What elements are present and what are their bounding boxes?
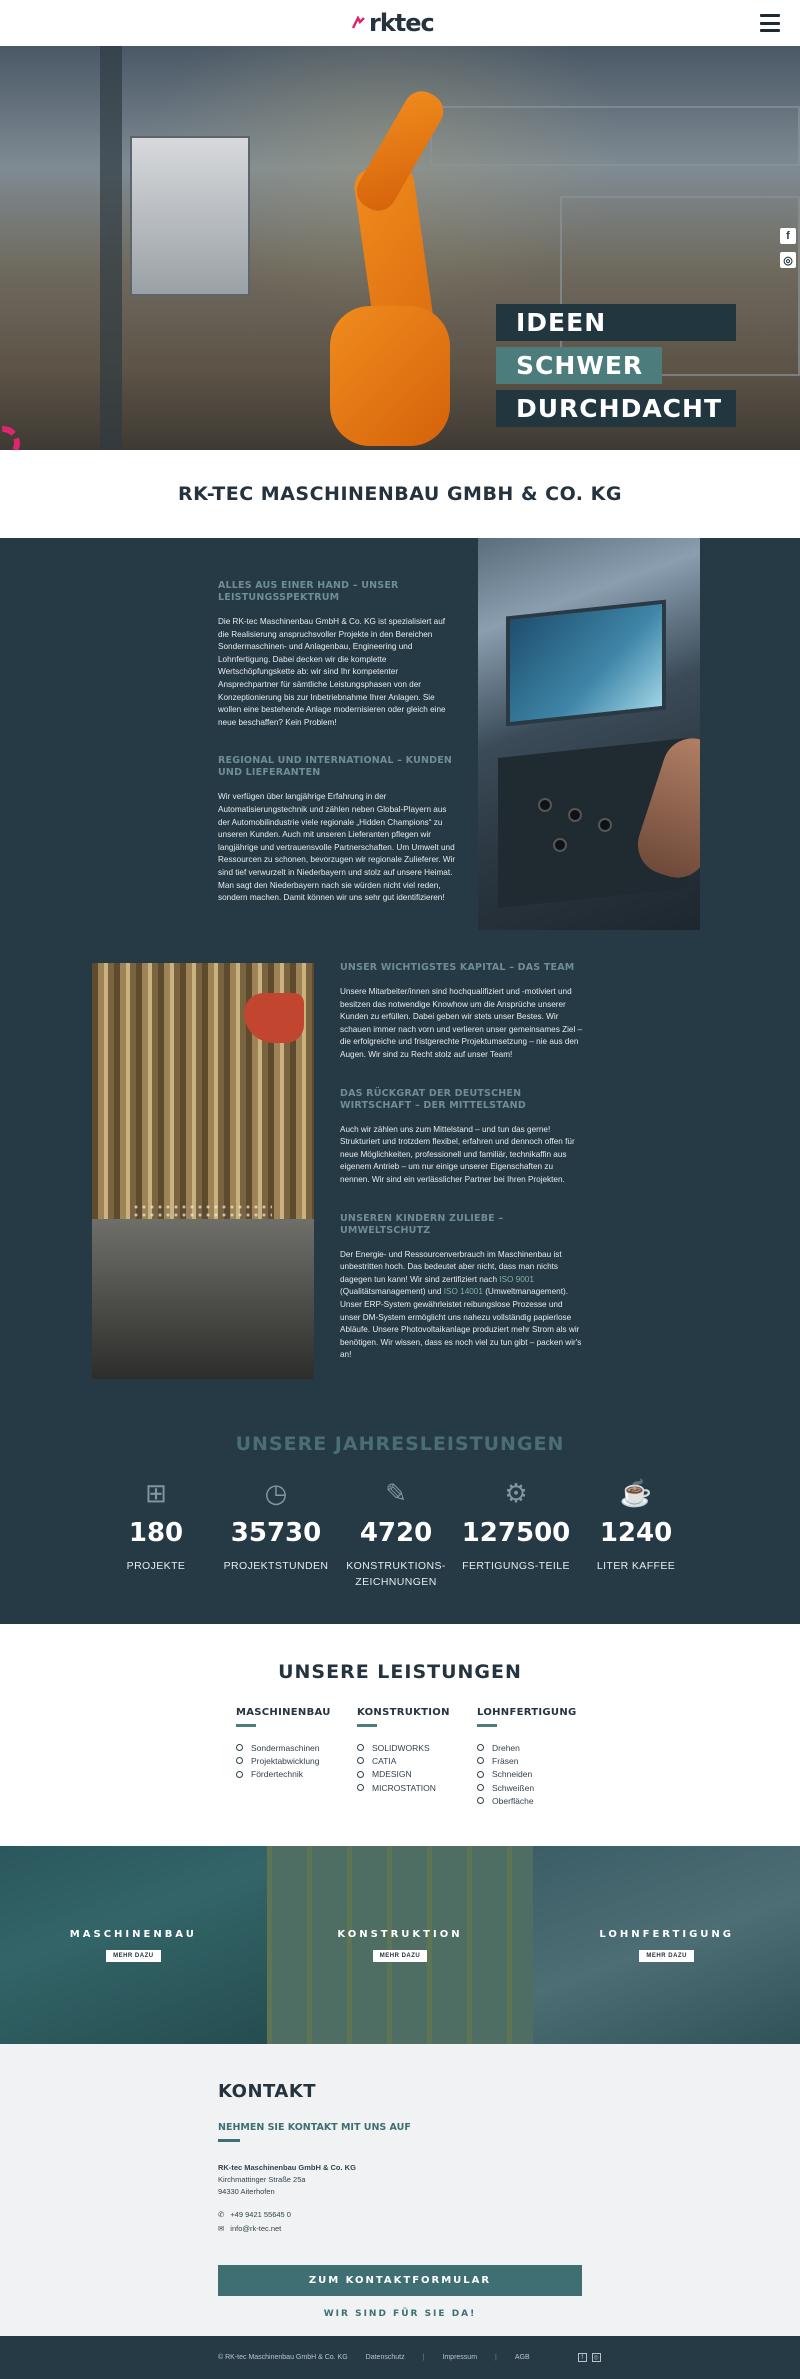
about-heading-environment: UNSEREN KINDERN ZULIEBE – UMWELTSCHUTZ bbox=[340, 1212, 504, 1236]
list-item: Projektabwicklung bbox=[236, 1754, 346, 1767]
service-heading: KONSTRUKTION bbox=[357, 1707, 450, 1718]
stat-value: 1240 bbox=[599, 1518, 673, 1548]
stat-drawings bbox=[336, 1478, 456, 1590]
company-title: RK-TEC MASCHINENBAU GMBH & CO. KG bbox=[178, 483, 622, 505]
company-title-section bbox=[0, 450, 800, 538]
more-button[interactable]: MEHR DAZU bbox=[373, 1950, 428, 1962]
service-heading: LOHNFERTIGUNG bbox=[477, 1707, 577, 1718]
about-text-spectrum: Die RK-tec Maschinenbau GmbH & Co. KG ist spezialisiert auf die Realisierung anspruchsvoller Projekte in den Bereichen Sondermaschinen- und Anlagenbau, Engineering und Lohnfertigung. Dabei decken wir die komplette Wertschöpfungskette ab: wir sind Ihr kompetenter Ansprechpartner für sämtliche Leistungsphasen von der Konzeptionierung bis zur Inbetriebnahme Ihrer Anlagen. Sie wollen eine bestehende Anlage modernisieren oder gleich eine neue beschaffen? Kein Problem! bbox=[218, 617, 446, 727]
email-address: info@rk-tec.net bbox=[230, 2224, 282, 2233]
sitemap-icon: ⊞ bbox=[145, 1477, 167, 1508]
hero-banner bbox=[0, 46, 800, 450]
stat-label: PROJEKTSTUNDEN bbox=[223, 1560, 329, 1572]
stat-label: LITER KAFFEE bbox=[596, 1560, 676, 1572]
instagram-icon[interactable]: ◎ bbox=[593, 2355, 599, 2361]
about-section bbox=[0, 538, 800, 1624]
logo[interactable] bbox=[352, 9, 434, 37]
slogan-line-1: IDEEN bbox=[496, 304, 736, 341]
services-section bbox=[0, 1624, 800, 1846]
phone-icon: ✆ bbox=[218, 2210, 225, 2219]
list-item: Drehen bbox=[477, 1741, 587, 1754]
about-heading-spectrum: ALLES AUS EINER HAND – UNSER LEISTUNGSSPEKTRUM bbox=[218, 580, 399, 603]
list-item: Fördertechnik bbox=[236, 1768, 346, 1781]
list-item: Oberfläche bbox=[477, 1794, 587, 1807]
contact-section bbox=[0, 2044, 800, 2336]
instagram-icon[interactable]: ◎ bbox=[780, 252, 796, 268]
social-links bbox=[780, 228, 796, 268]
stat-value: 180 bbox=[128, 1518, 184, 1548]
stat-label: FERTIGUNGS-TEILE bbox=[462, 1560, 570, 1572]
footer-link-agb[interactable]: AGB bbox=[514, 2354, 530, 2361]
list-item: Schneiden bbox=[477, 1768, 587, 1781]
gear-decoration-icon bbox=[0, 426, 20, 450]
list-item: MICROSTATION bbox=[357, 1781, 467, 1794]
address-city: 94330 Aiterhofen bbox=[218, 2187, 275, 2196]
tile-konstruktion[interactable] bbox=[267, 1846, 534, 2044]
service-heading: MASCHINENBAU bbox=[236, 1707, 331, 1718]
stats-title: UNSERE JAHRESLEISTUNGEN bbox=[235, 1433, 565, 1455]
about-block-1 bbox=[218, 580, 458, 931]
about-heading-team: UNSER WICHTIGSTES KAPITAL – DAS TEAM bbox=[340, 962, 575, 973]
footer-link-datenschutz[interactable]: Datenschutz bbox=[365, 2354, 405, 2361]
hamburger-menu-icon[interactable] bbox=[760, 14, 780, 32]
tile-title: LOHNFERTIGUNG bbox=[599, 1928, 734, 1940]
about-heading-customers: REGIONAL UND INTERNATIONAL – KUNDEN UND LIEFERANTEN bbox=[218, 755, 453, 779]
stat-label: KONSTRUKTIONS-ZEICHNUNGEN bbox=[346, 1560, 446, 1588]
email-line[interactable] bbox=[218, 2224, 281, 2233]
slogan-line-2: SCHWER bbox=[496, 347, 662, 384]
facebook-icon[interactable]: f bbox=[780, 228, 796, 244]
stat-hours bbox=[216, 1478, 336, 1590]
more-button[interactable]: MEHR DAZU bbox=[106, 1950, 161, 1962]
phone-number: +49 9421 55645 0 bbox=[230, 2210, 291, 2219]
footer: © RK-tec Maschinenbau GmbH & Co. KG Datenschutz | Impressum | AGB f ◎ bbox=[0, 2336, 800, 2379]
about-text-team: Unsere Mitarbeiter/innen sind hochqualifiziert und -motiviert und besitzen das notwendige Knowhow um die Ansprüche unserer Kunden zu erfüllen. Dabei geben wir stets unser Bestes. Wir schauen immer nach vorn und verlieren unser gemeinsames Ziel – die erfolgreiche und fristgerechte Projektumsetzung – nie aus den Augen. Wir sind zu Recht stolz auf unser Team! bbox=[340, 987, 583, 1059]
logo-text: rktec bbox=[369, 9, 434, 37]
about-block-2 bbox=[340, 962, 584, 1388]
metal-shavings-image bbox=[92, 963, 314, 1379]
tile-title: MASCHINENBAU bbox=[69, 1928, 197, 1940]
slogan-line-3: DURCHDACHT bbox=[496, 390, 736, 427]
stat-label: PROJEKTE bbox=[126, 1560, 186, 1572]
stat-value: 35730 bbox=[230, 1518, 322, 1548]
clock-icon: ◷ bbox=[264, 1477, 288, 1508]
tile-lohnfertigung[interactable] bbox=[533, 1846, 800, 2044]
logo-mark-icon bbox=[352, 16, 366, 30]
coffee-icon: ☕ bbox=[619, 1477, 653, 1508]
stat-projects bbox=[96, 1478, 216, 1590]
pencil-icon: ✎ bbox=[385, 1477, 407, 1508]
cnc-machine-image bbox=[478, 538, 700, 930]
footer-social bbox=[578, 2353, 601, 2362]
copyright: © RK-tec Maschinenbau GmbH & Co. KG bbox=[218, 2354, 348, 2361]
stat-parts bbox=[456, 1478, 576, 1590]
service-column-lohnfertigung bbox=[477, 1707, 587, 1807]
phone-line[interactable] bbox=[218, 2210, 291, 2219]
stat-coffee bbox=[576, 1478, 696, 1590]
list-item: CATIA bbox=[357, 1754, 467, 1767]
top-header bbox=[0, 0, 800, 46]
stat-value: 4720 bbox=[359, 1518, 433, 1548]
address bbox=[218, 2162, 356, 2198]
address-street: Kirchmattinger Straße 25a bbox=[218, 2175, 306, 2184]
more-button[interactable]: MEHR DAZU bbox=[639, 1950, 694, 1962]
address-company: RK-tec Maschinenbau GmbH & Co. KG bbox=[218, 2163, 356, 2172]
about-text-mittelstand: Auch wir zählen uns zum Mittelstand – und tun das gerne! Strukturiert und trotzdem flexibel, erfahren und dennoch offen für neue Möglichkeiten, professionell und familiär, technikaffin aus eigenem Antrieb – um nur einige unserer Eigenschaften zu nennen. Wir sind ein verlässlicher Partner bei Ihren Projekten. bbox=[340, 1124, 575, 1184]
facebook-icon[interactable]: f bbox=[578, 2353, 587, 2362]
service-column-maschinenbau bbox=[236, 1707, 346, 1781]
list-item: SOLIDWORKS bbox=[357, 1741, 467, 1754]
contact-form-button[interactable]: ZUM KONTAKTFORMULAR bbox=[218, 2265, 582, 2296]
about-heading-mittelstand: DAS RÜCKGRAT DER DEUTSCHEN WIRTSCHAFT – DER MITTELSTAND bbox=[340, 1087, 526, 1111]
contact-subtitle: NEHMEN SIE KONTAKT MIT UNS AUF bbox=[218, 2122, 411, 2133]
iso9001-link[interactable]: ISO 9001 bbox=[499, 1274, 534, 1284]
envelope-icon: ✉ bbox=[218, 2224, 225, 2233]
iso14001-link[interactable]: ISO 14001 bbox=[443, 1287, 483, 1297]
services-title: UNSERE LEISTUNGEN bbox=[278, 1661, 522, 1683]
contact-title: KONTAKT bbox=[218, 2081, 317, 2102]
footer-link-impressum[interactable]: Impressum bbox=[442, 2354, 478, 2361]
about-text-customers: Wir verfügen über langjährige Erfahrung in der Automatisierungstechnik und zählen neben Global-Playern aus der Automobilindustrie viele regionale „Hidden Champions“ zu unseren Kunden. Auch mit unseren Lieferanten pflegen wir langjährige und vertrauensvolle Partnerschaften. Um Umwelt und Ressourcen zu schonen, bevorzugen wir regionale Zulieferer. Wir sind tief verwurzelt in Niederbayern und stolz auf unsere Heimat. Man sagt den Niederbayern nach sie würden nicht viel reden, sondern machen. Damit können wir uns sehr gut identifizieren! bbox=[218, 792, 456, 903]
tile-title: KONSTRUKTION bbox=[337, 1928, 463, 1940]
about-text-environment: Der Energie- und Ressourcenverbrauch im Maschinenbau ist unbestritten hoch. Das bedeutet aber nicht, dass man nichts dagegen tun kann! Wir sind zertifiziert nach ISO 9001 (Qualitätsmanagement) und ISO 14001 (Umweltmanagement). Unser ERP-System gewährleistet reibungslose Prozesse und unser DM-System ermöglicht uns nahezu vollständig papierlose Abläufe. Unsere Photovoltaikanlage produziert mehr Strom als wir benötigen. Wir wissen, dass es noch viel zu tun gibt – packen wir's an! bbox=[340, 1249, 582, 1360]
list-item: Schweißen bbox=[477, 1781, 587, 1794]
service-column-konstruktion bbox=[357, 1707, 467, 1794]
stats-row bbox=[96, 1478, 696, 1590]
contact-tagline: WIR SIND FÜR SIE DA! bbox=[323, 2309, 477, 2319]
tile-maschinenbau[interactable] bbox=[0, 1846, 267, 2044]
stat-value: 127500 bbox=[461, 1518, 571, 1548]
list-item: Fräsen bbox=[477, 1754, 587, 1767]
gears-icon: ⚙ bbox=[504, 1477, 528, 1508]
list-item: Sondermaschinen bbox=[236, 1741, 346, 1754]
service-tiles bbox=[0, 1846, 800, 2044]
list-item: MDESIGN bbox=[357, 1768, 467, 1781]
hero-slogan bbox=[496, 304, 736, 427]
